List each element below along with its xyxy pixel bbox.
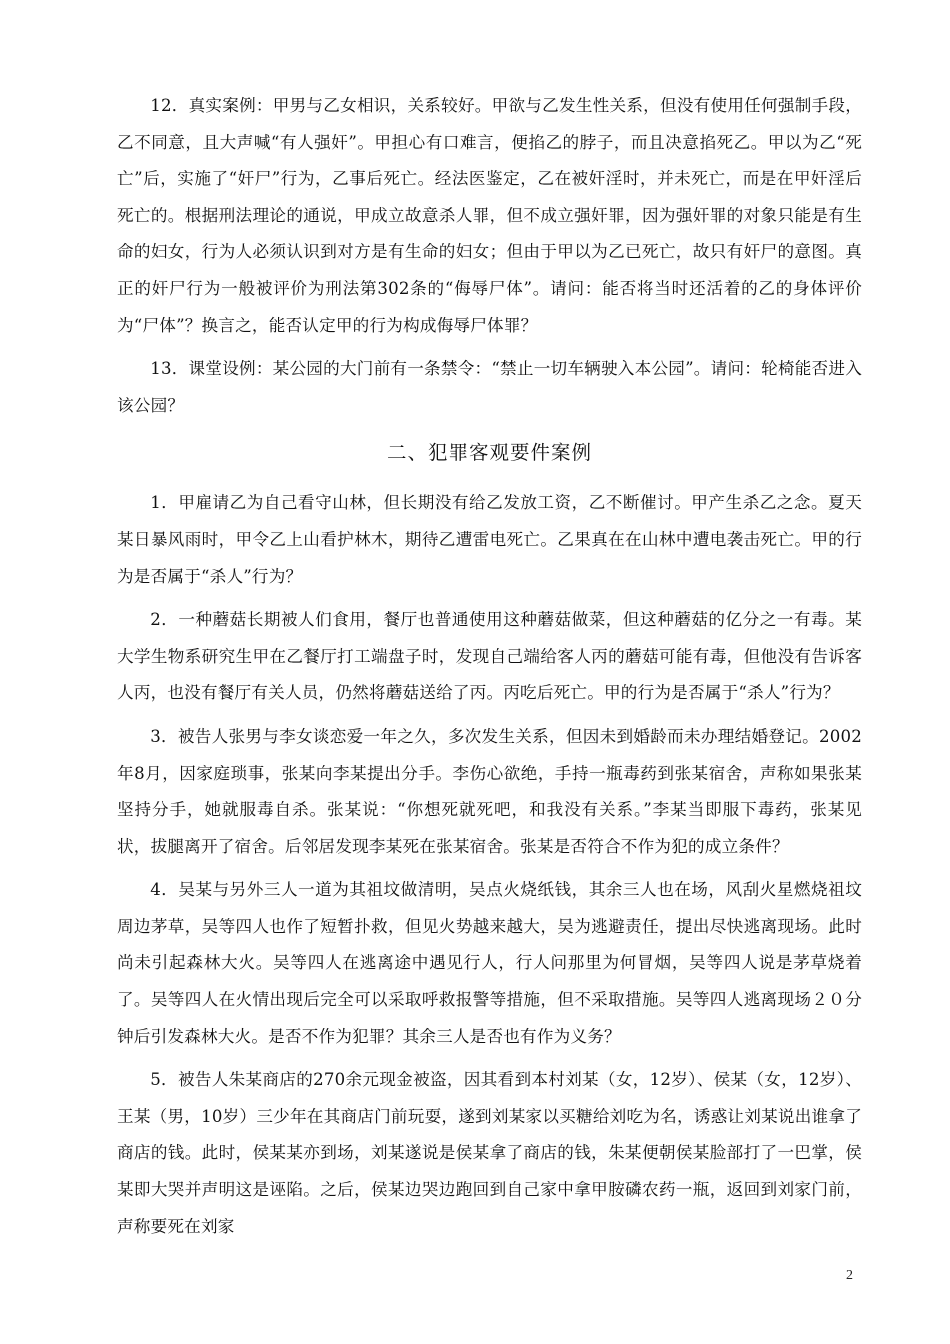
paragraph-case-13: 13．课堂设例：某公园的大门前有一条禁令：“禁止一切车辆驶入本公园”。请问：轮椅能否进入该公园？ bbox=[117, 359, 862, 415]
paragraph-objective-case-2: 2．一种蘑菇长期被人们食用，餐厅也普通使用这种蘑菇做菜，但这种蘑菇的亿分之一有毒。某大学生物系研究生甲在乙餐厅打工端盘子时，发现自己端给客人丙的蘑菇可能有毒，但他没有告诉客人丙，也没有餐厅有关人员，仍然将蘑菇送给了丙。丙吃后死亡。甲的行为是否属于“杀人”行为？ bbox=[117, 610, 862, 703]
paragraph-objective-case-3: 3．被告人张男与李女谈恋爱一年之久，多次发生关系，但因未到婚龄而未办理结婚登记。2002年8月，因家庭琐事，张某向李某提出分手。李伤心欲绝，手持一瓶毒药到张某宿舍，声称如果张某坚持分手，她就服毒自杀。张某说：“你想死就死吧，和我没有关系。”李某当即服下毒药，张某见状，拔腿离开了宿舍。后邻居发现李某死在张某宿舍。张某是否符合不作为犯的成立条件？ bbox=[117, 726, 862, 856]
paragraph-objective-case-1: 1．甲雇请乙为自己看守山林，但长期没有给乙发放工资，乙不断催讨。甲产生杀乙之念。夏天某日暴风雨时，甲令乙上山看护林木，期待乙遭雷电死亡。乙果真在在山林中遭电袭击死亡。甲的行为是否属于“杀人”行为？ bbox=[117, 493, 862, 586]
page-number: 2 bbox=[846, 1268, 853, 1283]
section-heading: 二、犯罪客观要件案例 bbox=[386, 441, 592, 465]
paragraph-objective-case-5: 5．被告人朱某商店的270余元现金被盗，因其看到本村刘某（女，12岁）、侯某（女，12岁）、王某（男，10岁）三少年在其商店门前玩耍，遂到刘某家以买糖给刘吃为名，诱惑让刘某说出谁拿了商店的钱。此时，侯某某亦到场，刘某遂说是侯某拿了商店的钱，朱某便朝侯某脸部打了一巴掌，侯某即大哭并声明这是诬陷。之后，侯某边哭边跑回到自己家中拿甲胺磷农药一瓶，返回到刘家门前，声称要死在刘家 bbox=[117, 1070, 862, 1236]
paragraph-objective-case-4: 4．吴某与另外三人一道为其祖坟做清明，吴点火烧纸钱，其余三人也在场，风刮火星燃烧祖坟周边茅草，吴等四人也作了短暂扑救，但见火势越来越大，吴为逃避责任，提出尽快逃离现场。此时尚未引起森林大火。吴等四人在逃离途中遇见行人，行人问那里为何冒烟，吴等四人说是茅草烧着了。吴等四人在火情出现后完全可以采取呼救报警等措施，但不采取措施。吴等四人逃离现场２０分钟后引发森林大火。是否不作为犯罪？其余三人是否也有作为义务？ bbox=[117, 880, 862, 1046]
page-content bbox=[117, 88, 862, 1252]
paragraph-case-12: 12．真实案例：甲男与乙女相识，关系较好。甲欲与乙发生性关系，但没有使用任何强制手段，乙不同意，且大声喊“有人强奸”。甲担心有口难言，便掐乙的脖子，而且决意掐死乙。甲以为乙“死亡”后，实施了“奸尸”行为，乙事后死亡。经法医鉴定，乙在被奸淫时，并未死亡，而是在甲奸淫后死亡的。根据刑法理论的通说，甲成立故意杀人罪，但不成立强奸罪，因为强奸罪的对象只能是有生命的妇女，行为人必须认识到对方是有生命的妇女；但由于甲以为乙已死亡，故只有奸尸的意图。真正的奸尸行为一般被评价为刑法第302条的“侮辱尸体”。请问：能否将当时还活着的乙的身体评价为“尸体”？换言之，能否认定甲的行为构成侮辱尸体罪？ bbox=[117, 96, 862, 335]
